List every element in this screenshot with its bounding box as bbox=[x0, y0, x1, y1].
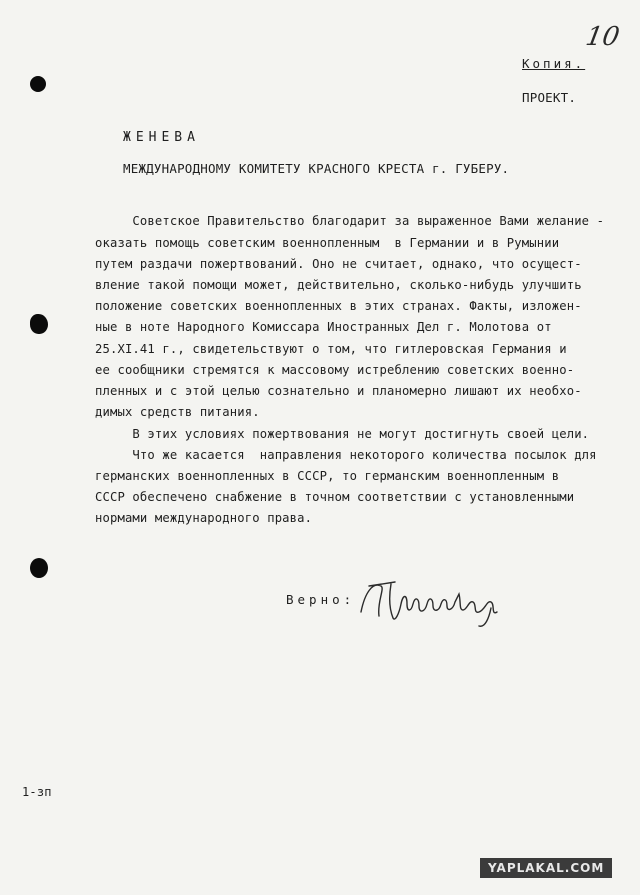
draft-label: ПРОЕКТ. bbox=[522, 90, 577, 105]
address-recipient: МЕЖДУНАРОДНОМУ КОМИТЕТУ КРАСНОГО КРЕСТА г. ГУБЕРУ. bbox=[123, 161, 510, 176]
body-line: германских военнопленных в СССР, то германским военнопленным в bbox=[95, 469, 560, 483]
body-line: пленных и с этой целью сознательно и планомерно лишают их необхо- bbox=[95, 384, 582, 398]
address-city: ЖЕНЕВА bbox=[123, 130, 200, 145]
body-line: Что же касается направления некоторого количества посылок для bbox=[95, 448, 597, 462]
body-line: путем раздачи пожертвований. Оно не считает, однако, что осущест- bbox=[95, 257, 582, 271]
watermark: YAPLAKAL.COM bbox=[480, 858, 612, 878]
body-line: положение советских военнопленных в этих странах. Факты, изложен- bbox=[95, 299, 582, 313]
body-line: нормами международного права. bbox=[95, 511, 313, 525]
body-line: ее сообщники стремятся к массовому истреблению советских военно- bbox=[95, 363, 575, 377]
body-line: ные в ноте Народного Комиссара Иностранных Дел г. Молотова от bbox=[95, 320, 552, 334]
copy-label: Копия. bbox=[522, 56, 586, 71]
punch-hole bbox=[30, 558, 48, 578]
punch-hole bbox=[30, 314, 48, 334]
body-line: В этих условиях пожертвования не могут достигнуть своей цели. bbox=[95, 427, 590, 441]
body-line: оказать помощь советским военнопленным в Германии и в Румынии bbox=[95, 236, 560, 250]
footer-code: 1-зп bbox=[22, 785, 52, 799]
body-line: Советское Правительство благодарит за выраженное Вами желание - bbox=[95, 214, 605, 228]
punch-hole bbox=[30, 76, 46, 92]
handwritten-signature bbox=[355, 572, 505, 632]
body-line: вление такой помощи может, действительно, сколько-нибудь улучшить bbox=[95, 278, 582, 292]
body-line: 25.XI.41 г., свидетельствуют о том, что гитлеровская Германия и bbox=[95, 342, 567, 356]
body-line: димых средств питания. bbox=[95, 405, 260, 419]
signature-label: Верно: bbox=[286, 592, 356, 607]
body-line: СССР обеспечено снабжение в точном соответствии с установленными bbox=[95, 490, 575, 504]
page-number: 10 bbox=[583, 22, 622, 52]
